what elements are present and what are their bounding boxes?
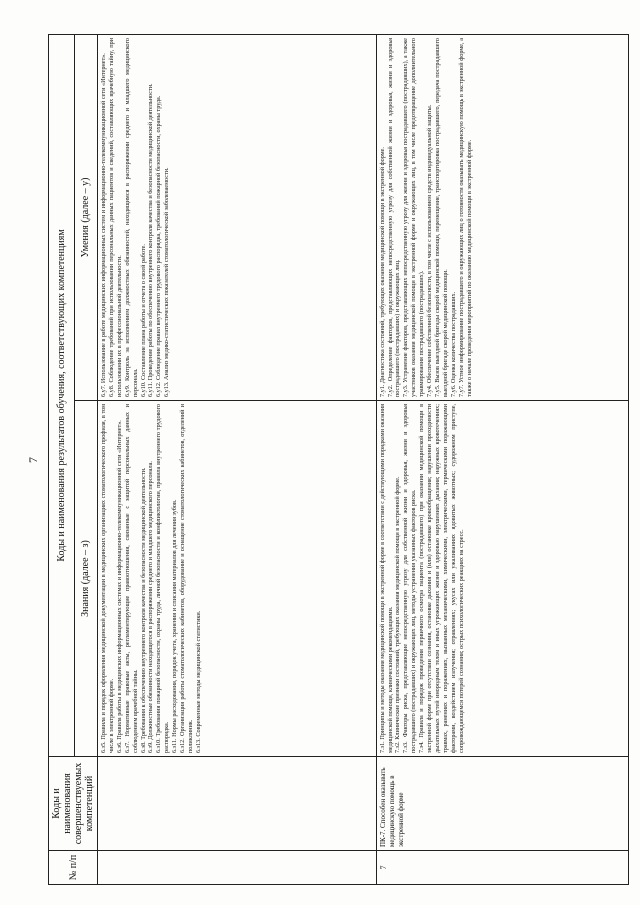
header-number: № п/п (49, 851, 98, 885)
knowledge-item: 7.з1. Принципы и методы оказания медицинской помощи в экстренной форме в соответствии с действующими порядками оказания медицинской помощи, клиническими рекомендациями. (378, 404, 394, 753)
knowledge-item: 6.з7. Нормативные правовые акты, регламентирующие правоотношения, связанные с защитой персональных данных и соблюдением врачебной тайны. (123, 404, 139, 753)
page-number: 7 (26, 457, 40, 463)
header-skills: Умения (далее – у) (74, 34, 97, 400)
skill-item: 7.у5. Вызов выездной бригады скорой медицинской помощи, перемещение, транспортировка пострадавшего, передача пострадавшего выездной бригаде скорой медицинской помощи. (433, 37, 449, 397)
skill-item: 6.у10. Составление плана работы и отчета о своей работе. (139, 244, 147, 397)
knowledge-item: 7.з2. Клинические признаки состояний, требующих оказания медицинской помощи в экстренной форме. (394, 476, 402, 753)
competency-table (48, 34, 629, 885)
table-row (98, 34, 377, 884)
skill-item: 6.у9. Контроль за исполнением должностных обязанностей, находящимся в распоряжении среднего и младшего медицинского персонала. (123, 37, 139, 397)
competency-cell: ПК-7. Способен оказывать медицинскую помощь в экстренной форме (376, 757, 628, 851)
knowledge-item: 6.з9. Должностные обязанности находящегося в распоряжении среднего и младшего медицинского персонала. (147, 461, 155, 753)
skill-item: 7.у4. Обеспечение собственной безопасности, в том числе с использованием средств индивидуальной защиты. (426, 104, 434, 397)
header-competency: Коды и наименования совершенствуемых компетенций (49, 757, 98, 851)
knowledge-item: 6.з12. Организация работы стоматологических кабинетов, оборудование и оснащение стоматологических кабинетов, отделений и поликлиник. (179, 404, 194, 753)
knowledge-item: 6.з13. Современные методы медицинской статистики. (194, 610, 202, 753)
rotated-sheet (26, 35, 614, 885)
skill-item: 6.у7. Использование в работе медицинских информационных систем и информационно-телекоммуникационной сети «Интернет». (100, 53, 107, 397)
skill-item: 7.у7. Устное информирование пострадавшего и окружающих лиц о готовности оказывать медицинскую помощь в экстренной форме, а также о начале проведения мероприятий по оказанию медицинской помощи в экстренной форме. (457, 37, 473, 397)
skill-item: 7.у3. Устранение факторов, представляющих непосредственную угрозу для жизни и здоровья пострадавшего (пострадавших), а также участников оказания медицинской помощи в экстренной форме и окружающих лиц, в том числе предотвращение дополнительного травмирования пострадавшего (пострадавших). (402, 37, 426, 397)
skill-item: 7.у2. Определение факторов, представляющих непосредственную угрозу для собственной жизни и здоровья, жизни и здоровья пострадавшего (пострадавших) и окружающих лиц. (386, 37, 402, 397)
knowledge-cell (98, 401, 377, 757)
skill-item: 6.у8. Соблюдение требований при использовании персональных данных пациентов и сведений, составляющих врачебную тайну, при использовании их в профессиональной деятельности. (107, 37, 123, 397)
skill-item: 7.у6. Оценка количества пострадавших. (449, 291, 457, 397)
knowledge-item: 7.з3. Факторы риска, представляющие непосредственную угрозу для собственной жизни и здоровья, жизни и здоровья пострадавшего (пострадавших) и окружающих лиц, методы устранения указанных факторов риска. (402, 404, 418, 753)
skill-item: 7.у1. Диагностика состояний, требующих оказания медицинской помощи в экстренной форме. (378, 147, 386, 397)
knowledge-cell (376, 401, 628, 757)
skills-cell (98, 34, 377, 400)
row-number: 7 (376, 851, 628, 885)
skill-item: 6.у13. Анализ медико-статистических показателей стоматологической заболеваемости. (163, 167, 171, 397)
header-results: Коды и наименования результатов обучения, соответствующих компетенциям (49, 34, 75, 756)
knowledge-item: 6.з5. Правила и порядок оформления медицинской документации в медицинских организациях стоматологического профиля, в том числе в электронной форме. (100, 404, 115, 753)
table-row (376, 34, 628, 884)
knowledge-item: 6.з8. Требования к обеспечению внутреннего контроля качества и безопасности медицинской деятельности. (139, 467, 147, 753)
knowledge-item: 7.з4. Правила и порядок проведения первичного осмотра пациента (пострадавшего) при оказании медицинской помощи в экстренной форме при отсутствии сознания, остановке дыхания и (или) остановке кровообращения; нарушении проходимости дыхательных путей инородным телом и иных угрожающих жизни и здоровью нарушениях дыхания; наружных кровотечениях; травмах, ранениях и поражениях, вызванных механическими, химическими, электрическими, термическими поражающими факторами, воздействием излучения; отравлениях; укусах или ужаливаниях ядовитых животных; судорожном приступе, сопровождающемся потерей сознания; острых психологических реакциях на стресс. (418, 404, 465, 753)
knowledge-item: 6.з11. Нормы расходования, порядок учета, хранения и списания материалов для лечения зубов. (171, 499, 179, 753)
header-knowledge: Знания (далее – з) (74, 401, 97, 757)
skills-cell (376, 34, 628, 400)
skill-item: 6.у11. Проведение работы по обеспечению внутреннего контроля качества и безопасности медицинской деятельности. (147, 83, 155, 397)
row-number (98, 851, 377, 885)
knowledge-item: 6.з6. Правила работы в медицинских информационных системах и информационно-телекоммуникационной сети «Интернет». (115, 420, 123, 753)
knowledge-item: 6.з10. Требования пожарной безопасности, охраны труда, личной безопасности и конфликтологии, правила внутреннего трудового распорядка. (155, 404, 171, 753)
skill-item: 6.у12. Соблюдение правил внутреннего трудового распорядка, требований пожарной безопасности, охраны труда. (155, 95, 163, 397)
competency-cell (98, 757, 377, 851)
